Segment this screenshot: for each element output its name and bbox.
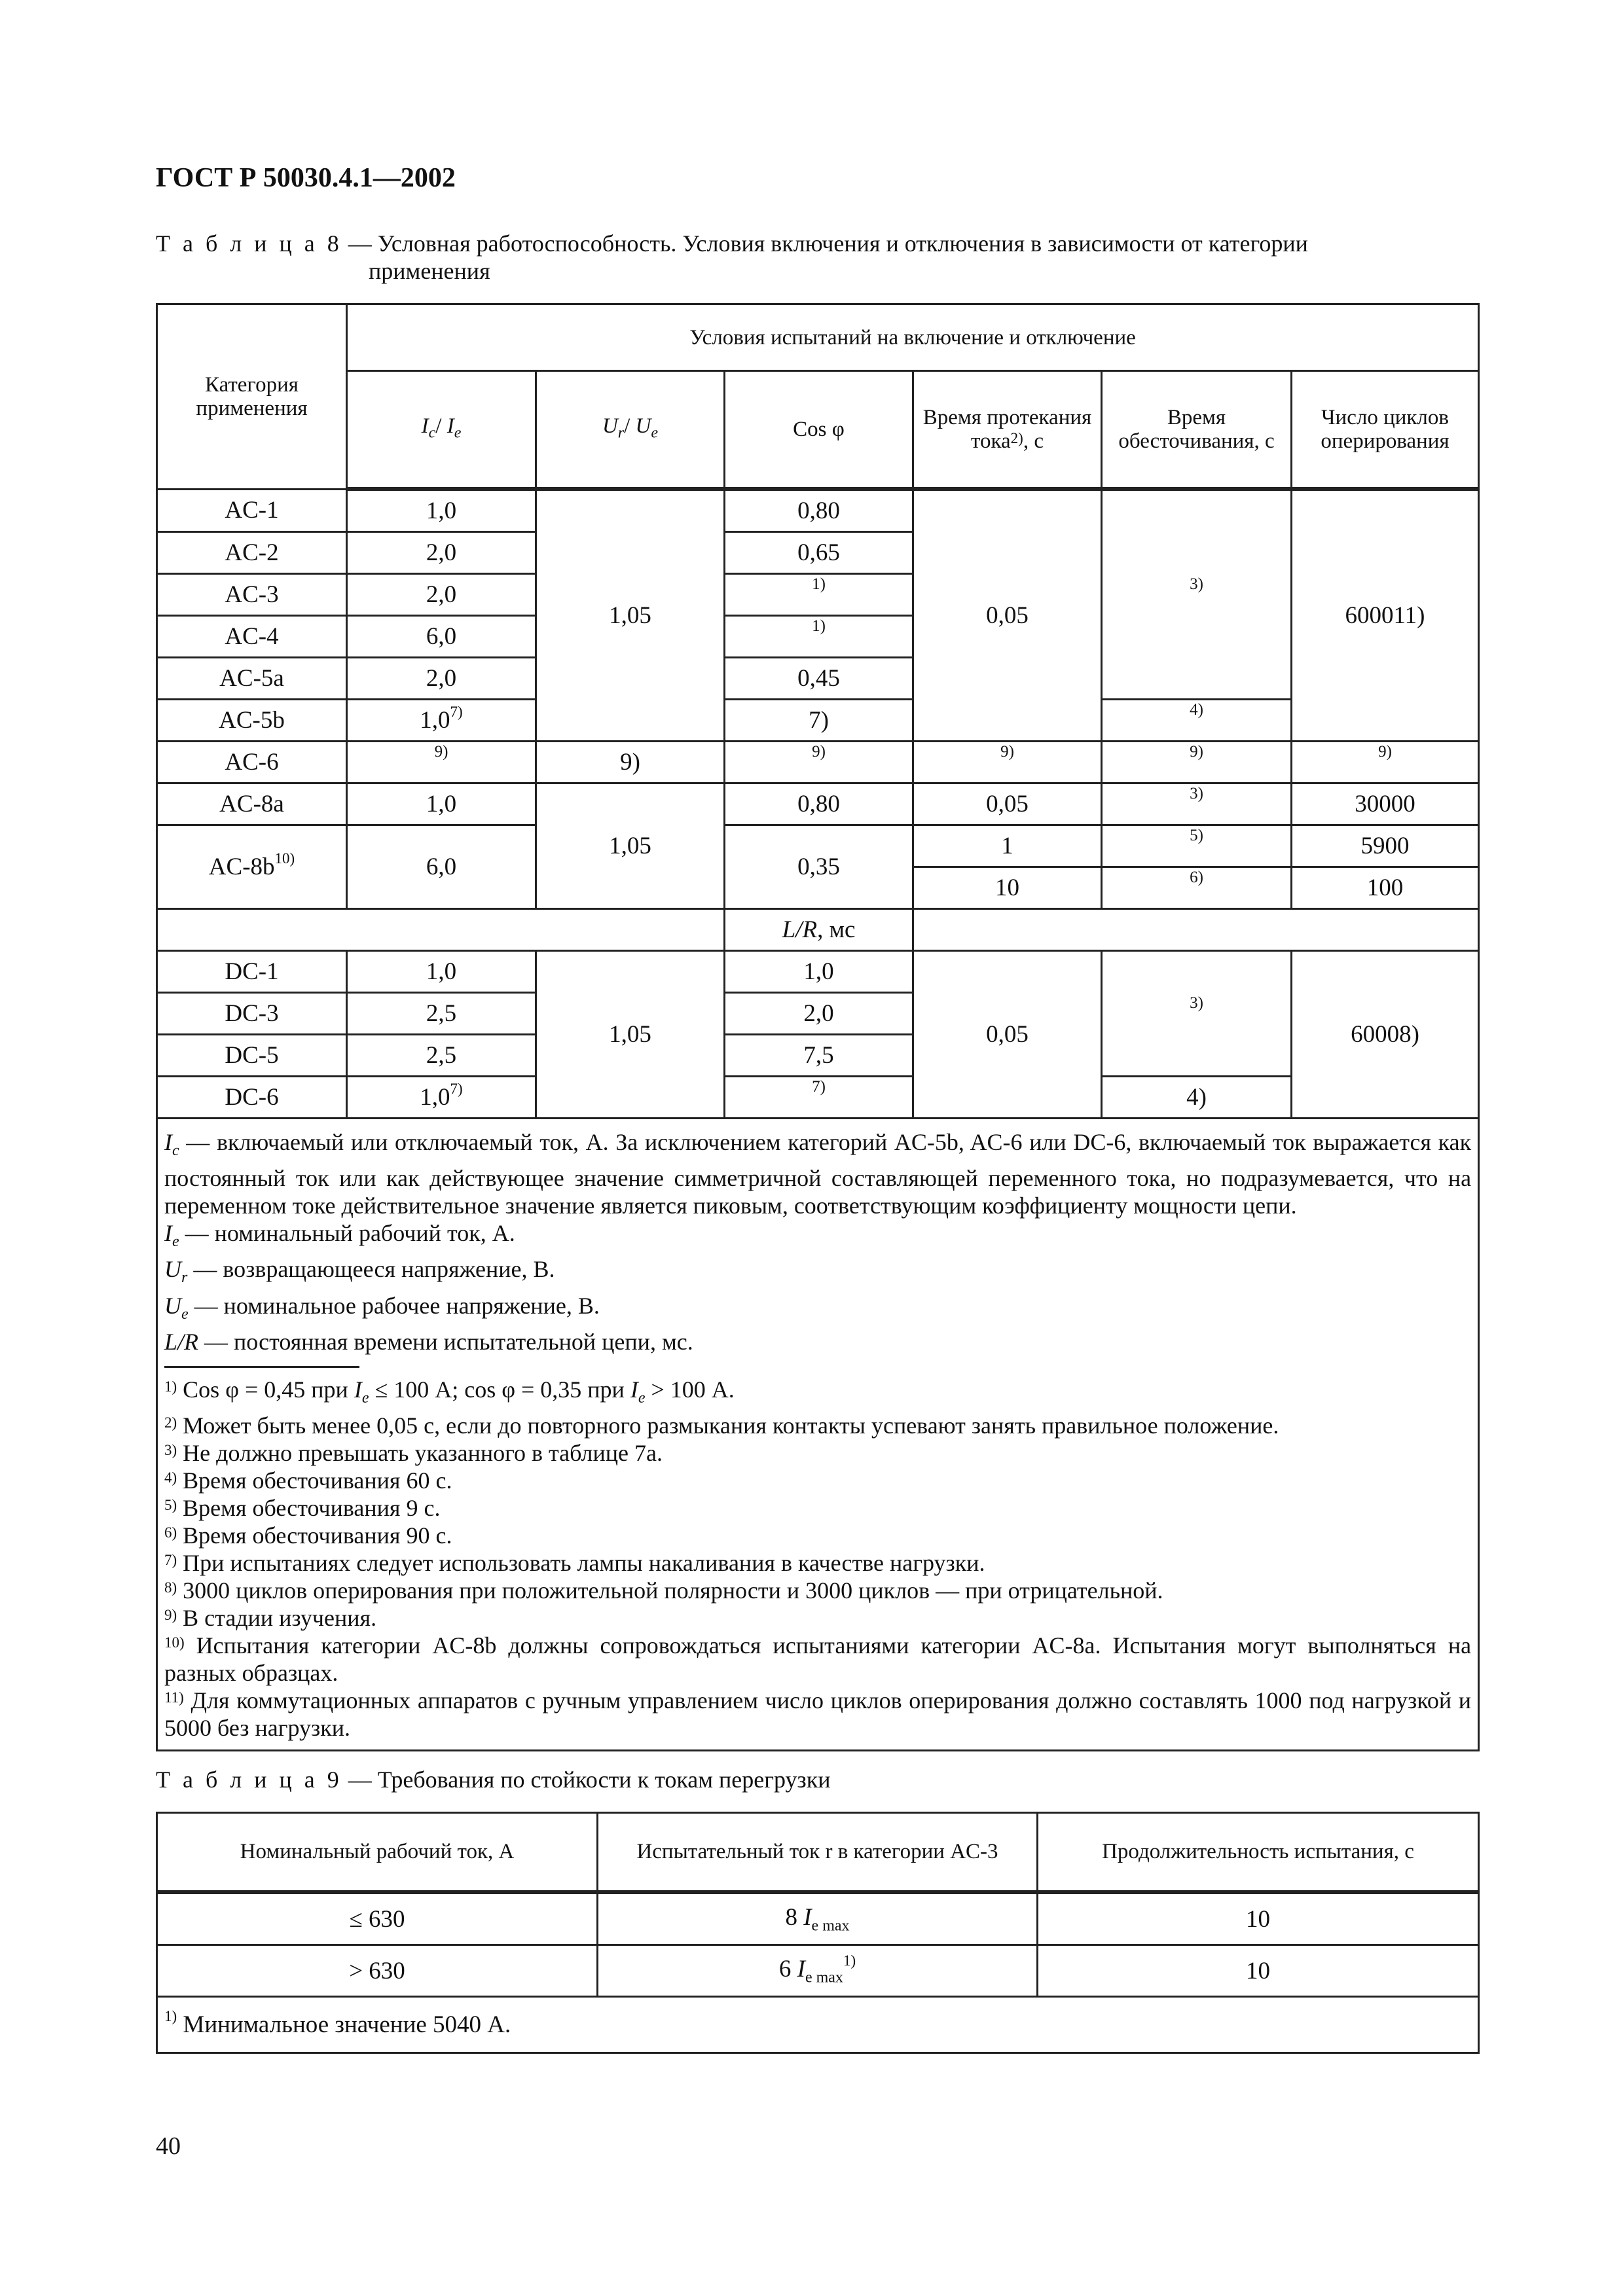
cell-ic: 2,0 xyxy=(347,532,536,574)
cell-time-off: 3) xyxy=(1102,783,1292,825)
table-row xyxy=(157,825,1479,867)
cell-ic: 6,0 xyxy=(347,616,536,658)
footnote: $^{4)}$ Время обесточивания 60 с. xyxy=(164,1467,452,1494)
cell-rated-current: ≤ 630 xyxy=(157,1892,598,1945)
cell-rated-current: > 630 xyxy=(157,1945,598,1997)
cell-cos: 9) xyxy=(725,742,913,783)
cell-ic: 1,0$^{7)}$ xyxy=(347,700,536,742)
cell-category: AC-2 xyxy=(157,532,347,574)
cell-time-off: 4) xyxy=(1102,700,1292,742)
cell-category: $AC-8b^{10)}$ xyxy=(157,825,347,909)
cell-lr: 7,5 xyxy=(725,1035,913,1077)
header-time-flow: Время протекания тока$^{2)}$, с xyxy=(913,371,1102,490)
cell-ic: 2,0 xyxy=(347,658,536,700)
table9-caption-text: — Требования по стойкости к токам перегрузки xyxy=(342,1767,831,1793)
cell-category: AC-5b xyxy=(157,700,347,742)
cell-cos: 0,35 xyxy=(725,825,913,909)
cell-cycles: 5900 xyxy=(1292,825,1479,867)
cell-cos: 0,65 xyxy=(725,532,913,574)
cell-ur: 9) xyxy=(536,742,725,783)
cell-time-flow: 0,05 xyxy=(913,783,1102,825)
footnote: $^{11)}$ Для коммутационных аппаратов с ручным управлением число циклов оперирования должно составлять 1000 под нагрузкой и 5000 без нагрузки. xyxy=(164,1687,1472,1741)
table8 xyxy=(156,303,1480,1751)
cell-category: AC-5a xyxy=(157,658,347,700)
header-time-off: Время обесточивания, с xyxy=(1102,371,1292,490)
cell-cos: 1) xyxy=(725,616,913,658)
cell-time-off: 9) xyxy=(1102,742,1292,783)
table-row xyxy=(157,909,1479,951)
table-row xyxy=(157,489,1479,532)
header-duration: Продолжительность испытания, с xyxy=(1038,1813,1479,1893)
header-category: Категория применения xyxy=(157,304,347,490)
cell-lr: 1,0 xyxy=(725,951,913,993)
footnote: $^{2)}$ Может быть менее 0,05 с, если до повторного размыкания контакты успевают занять правильное положение. xyxy=(164,1412,1279,1439)
cell-cycles: 30000 xyxy=(1292,783,1479,825)
cell-ic: 2,5 xyxy=(347,993,536,1035)
cell-category: DC-3 xyxy=(157,993,347,1035)
cell-cos: 1) xyxy=(725,574,913,616)
cell-category: DC-5 xyxy=(157,1035,347,1077)
cell-lr: 7) xyxy=(725,1077,913,1119)
cell-cycles: 100 xyxy=(1292,867,1479,909)
cell-blank xyxy=(913,909,1479,951)
table9-caption-label: Т а б л и ц а 9 xyxy=(156,1767,342,1793)
cell-test-current: 8 $I_{e max}$ xyxy=(598,1892,1038,1945)
cell-time-flow-dc: 0,05 xyxy=(913,951,1102,1119)
cell-test-current: 6 $I_{e max}^{1)}$ xyxy=(598,1945,1038,1997)
cell-time-off: 4) xyxy=(1102,1077,1292,1119)
cell-ur-ac: 1,05 xyxy=(536,489,725,742)
cell-time-flow: 10 xyxy=(913,867,1102,909)
table8-caption-text: — Условная работоспособность. Условия включения и отключения в зависимости от категории xyxy=(342,230,1308,257)
table-row xyxy=(157,783,1479,825)
document-code: ГОСТ Р 50030.4.1—2002 xyxy=(156,163,456,193)
table-row xyxy=(157,1077,1479,1119)
cell-time-off: 5) xyxy=(1102,825,1292,867)
cell-cos: 0,45 xyxy=(725,658,913,700)
header-cycles: Число циклов оперирования xyxy=(1292,371,1479,490)
header-test-current: Испытательный ток r в категории AC-3 xyxy=(598,1813,1038,1893)
note-ie: $I_e$ — номинальный рабочий ток, А. xyxy=(164,1220,515,1251)
cell-ic: 1,0 xyxy=(347,951,536,993)
footnote-separator xyxy=(164,1366,359,1368)
table9-footnote: $^{1)}$ Минимальное значение 5040 А. xyxy=(157,1997,1479,2053)
table9 xyxy=(156,1812,1480,2054)
footnote: $^{5)}$ Время обесточивания 9 с. xyxy=(164,1494,441,1521)
header-cos: Cos φ xyxy=(725,371,913,490)
table-row xyxy=(157,1892,1479,1945)
header-ic-ie: $I_c/$ $I_e$ xyxy=(347,371,536,490)
table-row xyxy=(157,1945,1479,1997)
cell-cos: 7) xyxy=(725,700,913,742)
cell-category: AC-3 xyxy=(157,574,347,616)
footnote: $^{1)}$ Cos φ = 0,45 при $I_e \le 100$ А; cos φ = 0,35 при $I_e > 100$ А. xyxy=(164,1376,735,1407)
footnote: $^{9)}$ В стадии изучения. xyxy=(164,1604,377,1631)
cell-ur-dc: 1,05 xyxy=(536,951,725,1119)
note-ue: $U_e$ — номинальное рабочее напряжение, В. xyxy=(164,1292,600,1323)
cell-ic: 6,0 xyxy=(347,825,536,909)
footnote: $^{3)}$ Не должно превышать указанного в таблице 7а. xyxy=(164,1439,663,1466)
cell-duration: 10 xyxy=(1038,1945,1479,1997)
footnote: $^{10)}$ Испытания категории AC-8b должны сопровождаться испытаниями категории AC-8a. Испытания могут выполняться на разных образцах. xyxy=(164,1632,1472,1686)
note-ic: $I_c$ — включаемый или отключаемый ток, А. За исключением категорий AC-5b, AC-6 или DC-6, включаемый ток выражается как постоянный ток или как действующее значение симметричной составляющей переменного тока, но подразумевается, что на переменном токе действительное значение является пиковым, соответствующим коэффициенту мощности цепи. xyxy=(164,1129,1472,1219)
cell-cycles-ac: 600011) xyxy=(1292,489,1479,742)
table8-caption xyxy=(156,230,1465,285)
table8-caption-cont: применения xyxy=(369,258,490,284)
cell-ic: 2,5 xyxy=(347,1035,536,1077)
cell-ic: 1,0$^{7)}$ xyxy=(347,1077,536,1119)
cell-duration: 10 xyxy=(1038,1892,1479,1945)
cell-ic: 1,0 xyxy=(347,783,536,825)
note-lr: L/R — постоянная времени испытательной цепи, мс. xyxy=(164,1328,693,1355)
table9-caption xyxy=(156,1766,831,1793)
header-ur-ue: $U_r/$ $U_e$ xyxy=(536,371,725,490)
footnote: $^{8)}$ 3000 циклов оперирования при положительной полярности и 3000 циклов — при отрицательной. xyxy=(164,1577,1163,1604)
cell-ur-ac8: 1,05 xyxy=(536,783,725,909)
cell-cycles-dc: 60008) xyxy=(1292,951,1479,1119)
cell-time-off-dc: 3) xyxy=(1102,951,1292,1077)
cell-category: DC-6 xyxy=(157,1077,347,1119)
cell-blank xyxy=(157,909,725,951)
table-row xyxy=(157,951,1479,993)
note-ur: $U_r$ — возвращающееся напряжение, В. xyxy=(164,1256,555,1287)
cell-lr: 2,0 xyxy=(725,993,913,1035)
cell-category: AC-1 xyxy=(157,489,347,532)
table8-caption-label: Т а б л и ц а 8 xyxy=(156,230,342,257)
cell-category: DC-1 xyxy=(157,951,347,993)
header-lr: L/R, мс xyxy=(725,909,913,951)
cell-category: AC-6 xyxy=(157,742,347,783)
header-conditions: Условия испытаний на включение и отключение xyxy=(347,304,1479,371)
cell-cos: 0,80 xyxy=(725,489,913,532)
table-row xyxy=(157,742,1479,783)
cell-time-off: 6) xyxy=(1102,867,1292,909)
table-row xyxy=(157,700,1479,742)
cell-time-off-ac: 3) xyxy=(1102,489,1292,700)
cell-category: AC-8a xyxy=(157,783,347,825)
cell-cycles: 9) xyxy=(1292,742,1479,783)
cell-ic: 2,0 xyxy=(347,574,536,616)
footnote: $^{6)}$ Время обесточивания 90 с. xyxy=(164,1522,452,1549)
cell-time-flow: 1 xyxy=(913,825,1102,867)
header-rated-current: Номинальный рабочий ток, А xyxy=(157,1813,598,1893)
cell-category: AC-4 xyxy=(157,616,347,658)
cell-ic: 9) xyxy=(347,742,536,783)
footnote: $^{7)}$ При испытаниях следует использовать лампы накаливания в качестве нагрузки. xyxy=(164,1549,985,1576)
table8-notes xyxy=(157,1119,1479,1751)
page-number: 40 xyxy=(156,2132,181,2160)
cell-time-flow: 9) xyxy=(913,742,1102,783)
cell-time-flow-ac: 0,05 xyxy=(913,489,1102,742)
cell-ic: 1,0 xyxy=(347,489,536,532)
cell-cos: 0,80 xyxy=(725,783,913,825)
